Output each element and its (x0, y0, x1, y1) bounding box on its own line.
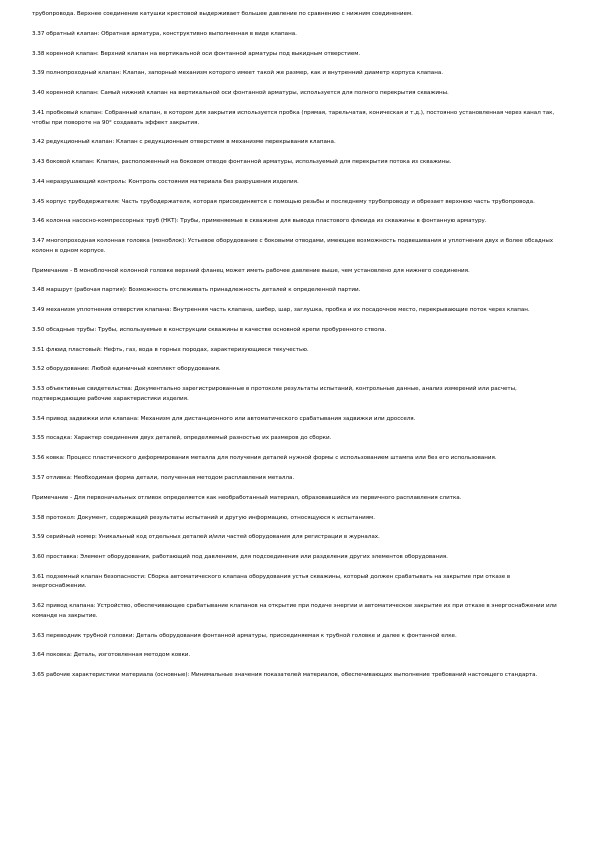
definition-3-41: 3.41 пробковый клапан: Собранный клапан, в котором для закрытия используется пробка (прямая, тарельчатая, коническая и т.д.), постоянно установленная через канал так, чтобы при повороте на 90° создавать эффект закрытия. (32, 109, 555, 126)
definition-3-45: 3.45 корпус трубодержателя: Часть трубодержателя, которая присоединяется с помощью резьбы и последнему трубопроводу и обрезает верхнюю часть трубопровода. (32, 198, 535, 205)
definition-3-55: 3.55 посадка: Характер соединения двух деталей, определяемый разностью их размеров до сборки. (32, 435, 332, 442)
definition-3-43: 3.43 боковой клапан: Клапан, расположенный на боковом отводе фонтанной арматуры, используемый для перекрытия потока из скважины. (32, 159, 452, 166)
definition-3-49: 3.49 механизм уплотнения отверстия клапана: Внутренняя часть клапана, шибер, шар, заглушка, пробка и их посадочное место, перекрывающие поток через клапан. (32, 307, 530, 314)
definition-3-38: 3.38 коренной клапан: Верхний клапан на вертикальной оси фонтанной арматуры под выкидным отверстием. (32, 50, 361, 57)
definition-3-40: 3.40 коренной клапан: Самый нижний клапан на вертикальной оси фонтанной арматуры, используется для полного перекрытия скважины. (32, 90, 449, 97)
definition-3-39: 3.39 полнопроходный клапан: Клапан, запорный механизм которого имеет такой же размер, как и внутренний диаметр корпуса клапана. (32, 70, 444, 77)
definition-3-57: 3.57 отливка: Необходимая форма детали, полученная методом расплавления металла. (32, 474, 295, 481)
definition-3-37: 3.37 обратный клапан: Обратная арматура, конструктивно выполненная в виде клапана. (32, 30, 297, 37)
definition-3-46: 3.46 колонна насосно-компрессорных труб (НКТ): Трубы, применяемые в скважине для вывода пластового флюида из скважины в фонтанную арматуру. (32, 218, 487, 225)
definition-3-47: 3.47 многопроходная колонная головка (моноблок): Устьевое оборудование с боковыми отводами, имеющее возможность подвешивания и уплотнения двух и более обсадных колонн в одном корпусе. (32, 238, 554, 254)
definition-3-56: 3.56 ковка: Процесс пластического деформирования металла для получения деталей нужной формы с использованием штампа или без его использования. (32, 455, 497, 462)
definition-3-64: 3.64 поковка: Деталь, изготовленная методом ковки. (32, 652, 191, 659)
definition-3-44: 3.44 неразрушающий контроль: Контроль состояния материала без разрушения изделия. (32, 178, 299, 185)
definition-3-50: 3.50 обсадные трубы: Трубы, используемые в конструкции скважины в качестве основной крепи пробуренного ствола. (32, 326, 387, 333)
definition-3-63: 3.63 переводник трубной головки: Деталь оборудования фонтанной арматуры, присоединяемая к трубной головке и далее к фонтанной елке. (32, 632, 457, 639)
definition-3-54: 3.54 привод задвижки или клапана: Механизм для дистанционного или автоматического срабатывания задвижки или дросселя. (32, 415, 416, 422)
definition-3-48: 3.48 маршрут (рабочая партия): Возможность отслеживать принадлежность деталей к определенной партии. (32, 287, 361, 294)
definition-3-53: 3.53 объективные свидетельства: Документально зарегистрированные в протоколе результаты испытаний, контрольные данные, анализ измерений или расчеты, подтверждающие рабочие характеристики изделия. (32, 386, 517, 402)
definition-3-60: 3.60 проставка: Элемент оборудования, работающий под давлением, для подсоединения или разделения других элементов оборудования. (32, 554, 448, 561)
definition-3-62: 3.62 привод клапана: Устройство, обеспечивающее срабатывание клапанов на открытие при подаче энергии и автоматическое закрытие их при отказе в энергоснабжении или команде на закрытие. (32, 603, 557, 619)
note-3-57: Примечание - Для первоначальных отливок определяется как необработанный материал, образовавшийся из первичного расплавления слитка. (32, 494, 462, 501)
definition-3-61: 3.61 подземный клапан безопасности: Сборка автоматического клапана оборудования устья скважины, который должен срабатывать на закрытие при отказе в энергоснабжении. (32, 573, 511, 590)
definition-3-42: 3.42 редукционный клапан: Клапан с редукционным отверстием в механизме перекрывания клапана. (32, 139, 336, 146)
definition-3-51: 3.51 флюид пластовый: Нефть, газ, вода в горных породах, характеризующиеся текучестью. (32, 346, 309, 353)
definition-3-59: 3.59 серийный номер: Уникальный код отдельных деталей и/или частей оборудования для регистрации в журналах. (32, 534, 380, 541)
note-3-47: Примечание - В моноблочной колонной головке верхний фланец может иметь рабочее давление выше, чем установлено для нижнего соединения. (32, 267, 470, 274)
definition-3-58: 3.58 протокол: Документ, содержащий результаты испытаний и другую информацию, относящуюся к испытаниям. (32, 514, 376, 521)
definition-3-65: 3.65 рабочие характеристики материала (основные): Минимальные значения показателей материалов, обеспечивающих выполнение требований настоящего стандарта. (32, 672, 538, 679)
definition-3-52: 3.52 оборудование: Любой единичный комплект оборудования. (32, 366, 221, 373)
text-continuation: трубопровода. Верхнее соединение катушки крестовой выдерживает большее давление по сравнению с нижним соединением. (32, 11, 413, 17)
